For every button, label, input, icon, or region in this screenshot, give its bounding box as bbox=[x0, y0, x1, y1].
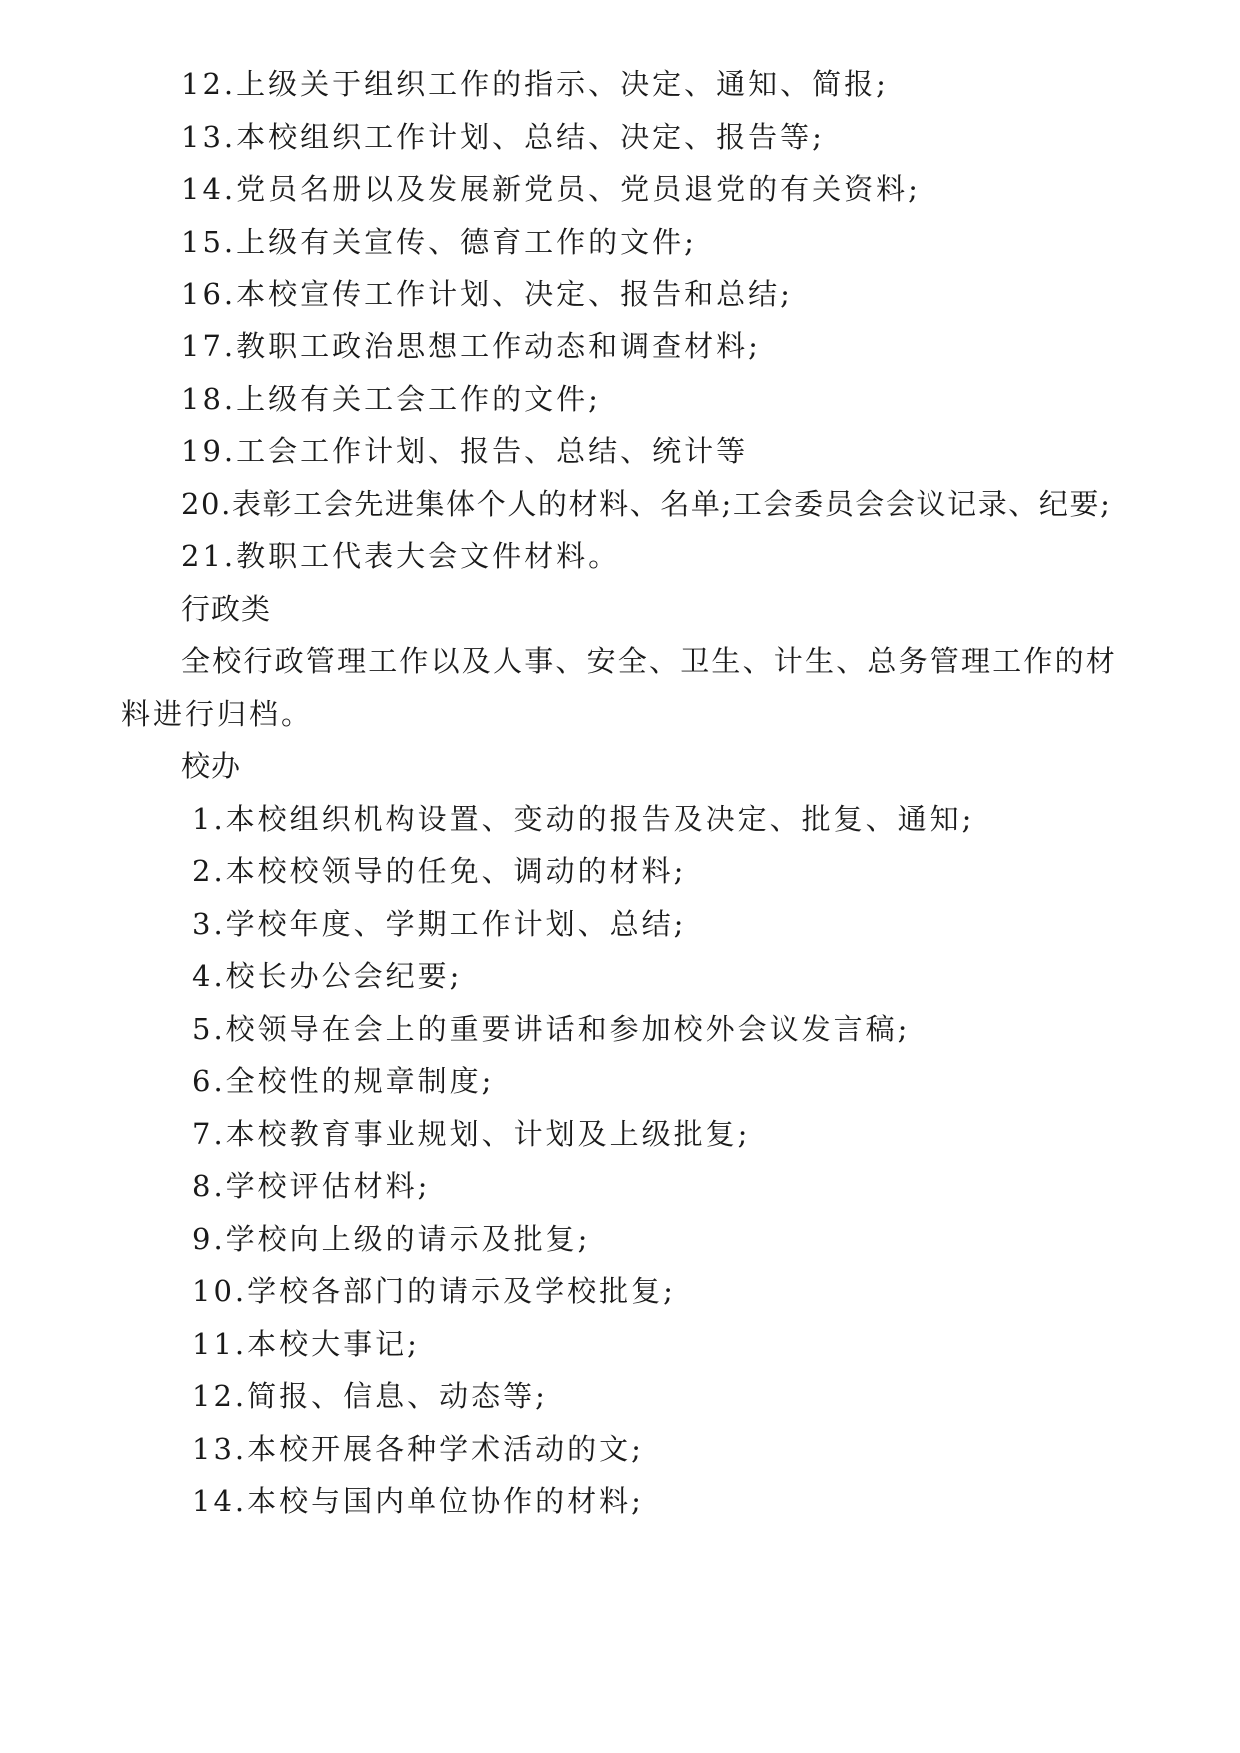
section-heading-office: 校办 bbox=[181, 749, 242, 783]
list-item: 18.上级有关工会工作的文件; bbox=[181, 382, 601, 416]
list-item: 17.教职工政治思想工作动态和调查材料; bbox=[181, 329, 761, 363]
list-item: 10.学校各部门的请示及学校批复; bbox=[192, 1274, 676, 1308]
list-item: 21.教职工代表大会文件材料。 bbox=[181, 539, 621, 573]
list-item: 13.本校组织工作计划、总结、决定、报告等; bbox=[181, 120, 825, 154]
list-item: 2.本校校领导的任免、调动的材料; bbox=[192, 854, 687, 888]
list-item: 14.党员名册以及发展新党员、党员退党的有关资料; bbox=[181, 172, 921, 206]
list-item: 9.学校向上级的请示及批复; bbox=[192, 1222, 591, 1256]
list-item: 12.简报、信息、动态等; bbox=[192, 1379, 548, 1413]
list-item: 7.本校教育事业规划、计划及上级批复; bbox=[192, 1117, 751, 1151]
section-heading-admin: 行政类 bbox=[181, 592, 272, 626]
list-item: 16.本校宣传工作计划、决定、报告和总结; bbox=[181, 277, 793, 311]
list-item: 1.本校组织机构设置、变动的报告及决定、批复、通知; bbox=[192, 802, 975, 836]
list-item: 13.本校开展各种学术活动的文; bbox=[192, 1432, 644, 1466]
list-item: 5.校领导在会上的重要讲话和参加校外会议发言稿; bbox=[192, 1012, 911, 1046]
list-item: 3.学校年度、学期工作计划、总结; bbox=[192, 907, 687, 941]
list-item: 6.全校性的规章制度; bbox=[192, 1064, 495, 1098]
list-item: 11.本校大事记; bbox=[192, 1327, 420, 1361]
list-item: 12.上级关于组织工作的指示、决定、通知、简报; bbox=[181, 67, 889, 101]
list-item: 4.校长办公会纪要; bbox=[192, 959, 463, 993]
list-item: 19.工会工作计划、报告、总结、统计等 bbox=[181, 434, 749, 468]
admin-paragraph-line-2: 料进行归档。 bbox=[121, 697, 314, 731]
list-item: 20.表彰工会先进集体个人的材料、名单;工会委员会会议记录、纪要; bbox=[181, 487, 1112, 521]
list-item: 8.学校评估材料; bbox=[192, 1169, 431, 1203]
list-item: 15.上级有关宣传、德育工作的文件; bbox=[181, 225, 697, 259]
list-item: 14.本校与国内单位协作的材料; bbox=[192, 1484, 644, 1518]
admin-paragraph-line-1: 全校行政管理工作以及人事、安全、卫生、计生、总务管理工作的材 bbox=[181, 644, 1118, 678]
